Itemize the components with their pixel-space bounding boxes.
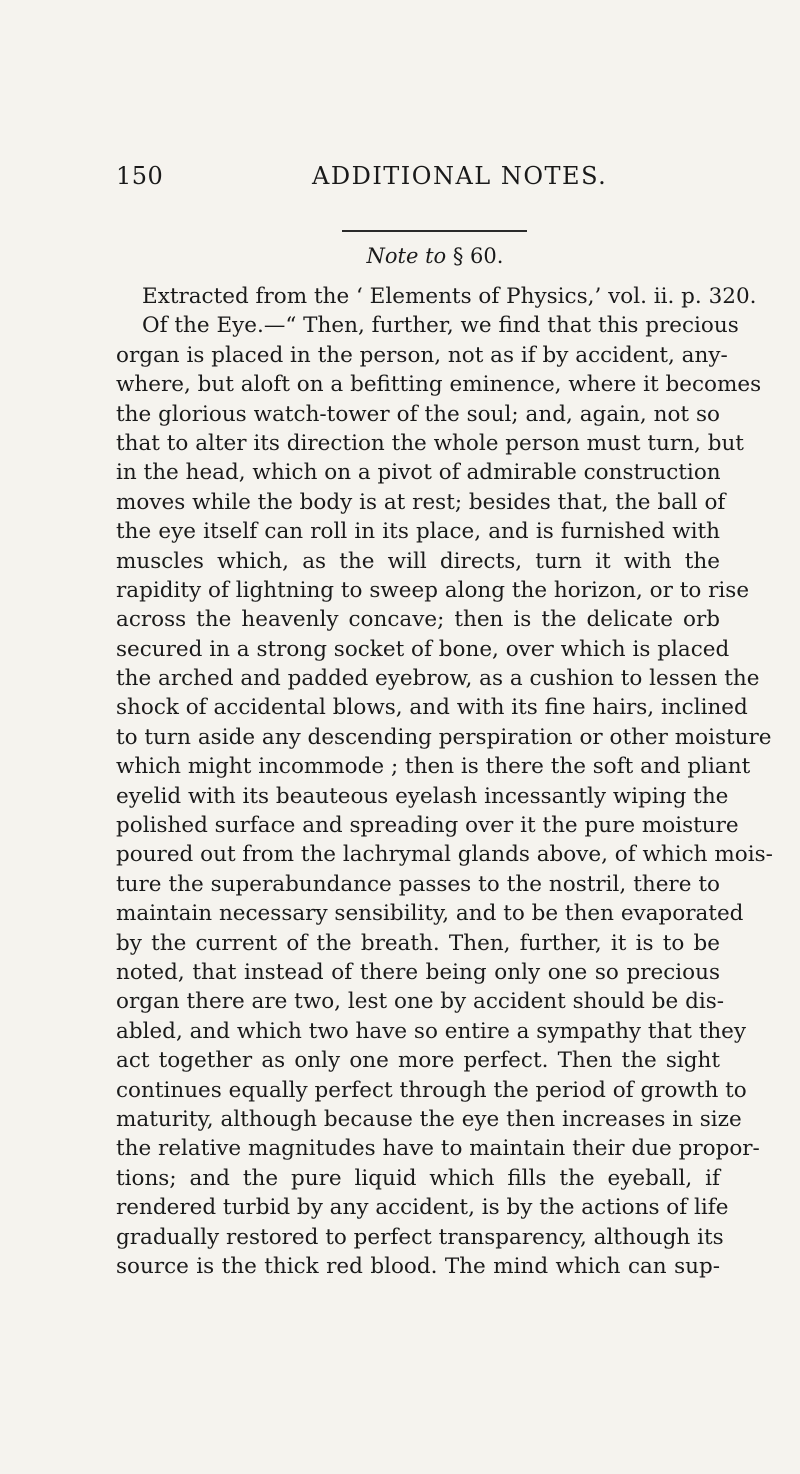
text-line: across the heavenly concave; then is the delicate orb xyxy=(116,607,720,633)
running-title: ADDITIONAL NOTES. xyxy=(312,162,608,190)
text-line: ture the superabundance passes to the nostril, there to xyxy=(116,871,720,897)
text-line: maintain necessary sensibility, and to be then evaporated xyxy=(116,901,744,927)
body-text xyxy=(116,282,773,1281)
text-line: Of the Eye.—“ Then, further, we find that this precious xyxy=(142,313,739,339)
text-line: secured in a strong socket of bone, over which is placed xyxy=(116,636,730,662)
text-line: source is the thick red blood. The mind which can sup- xyxy=(116,1253,720,1279)
text-line: the relative magnitudes have to maintain their due propor- xyxy=(116,1136,760,1162)
text-line: act together as only one more perfect. Then the sight xyxy=(116,1048,720,1074)
text-line: shock of accidental blows, and with its fine hairs, inclined xyxy=(116,695,748,721)
text-line: the glorious watch-tower of the soul; and, again, not so xyxy=(116,401,720,427)
text-line: continues equally perfect through the period of growth to xyxy=(116,1077,747,1103)
text-line: Extracted from the ‘ Elements of Physics,’ vol. ii. p. 320. xyxy=(142,284,757,309)
section-rule xyxy=(342,230,527,232)
text-line: moves while the body is at rest; besides that, the ball of xyxy=(116,489,726,515)
text-line: organ is placed in the person, not as if by accident, any- xyxy=(116,342,728,368)
text-line: gradually restored to perfect transparency, although its xyxy=(116,1224,724,1250)
text-line: polished surface and spreading over it the pure moisture xyxy=(116,813,739,839)
text-line: where, but aloft on a befitting eminence, where it becomes xyxy=(116,372,762,398)
text-line: rendered turbid by any accident, is by the actions of life xyxy=(116,1195,729,1221)
note-heading-italic: Note to xyxy=(366,244,447,268)
text-line: organ there are two, lest one by accident should be dis- xyxy=(116,989,725,1015)
text-line: the eye itself can roll in its place, and is furnished with xyxy=(116,519,720,545)
text-line: muscles which, as the will directs, turn it with the xyxy=(116,548,720,574)
text-line: rapidity of lightning to sweep along the horizon, or to rise xyxy=(116,577,750,603)
text-line: which might incommode ; then is there the soft and pliant xyxy=(116,754,751,780)
text-line: to turn aside any descending perspiration or other moisture xyxy=(116,724,772,750)
text-line: by the current of the breath. Then, further, it is to be xyxy=(116,930,720,956)
text-line: tions; and the pure liquid which fills the eyeball, if xyxy=(116,1165,720,1191)
text-line: poured out from the lachrymal glands above, of which mois- xyxy=(116,842,773,868)
text-line: abled, and which two have so entire a sympathy that they xyxy=(116,1018,747,1044)
page-number: 150 xyxy=(116,162,164,190)
text-line: eyelid with its beauteous eyelash incessantly wiping the xyxy=(116,783,729,809)
note-heading xyxy=(0,244,800,268)
note-heading-section: § 60. xyxy=(452,244,504,268)
text-line: maturity, although because the eye then increases in size xyxy=(116,1106,742,1132)
text-line: in the head, which on a pivot of admirable construction xyxy=(116,460,721,486)
text-line: noted, that instead of there being only one so precious xyxy=(116,959,720,985)
running-head xyxy=(116,162,716,202)
text-line: the arched and padded eyebrow, as a cushion to lessen the xyxy=(116,666,760,692)
text-line: that to alter its direction the whole person must turn, but xyxy=(116,430,744,456)
